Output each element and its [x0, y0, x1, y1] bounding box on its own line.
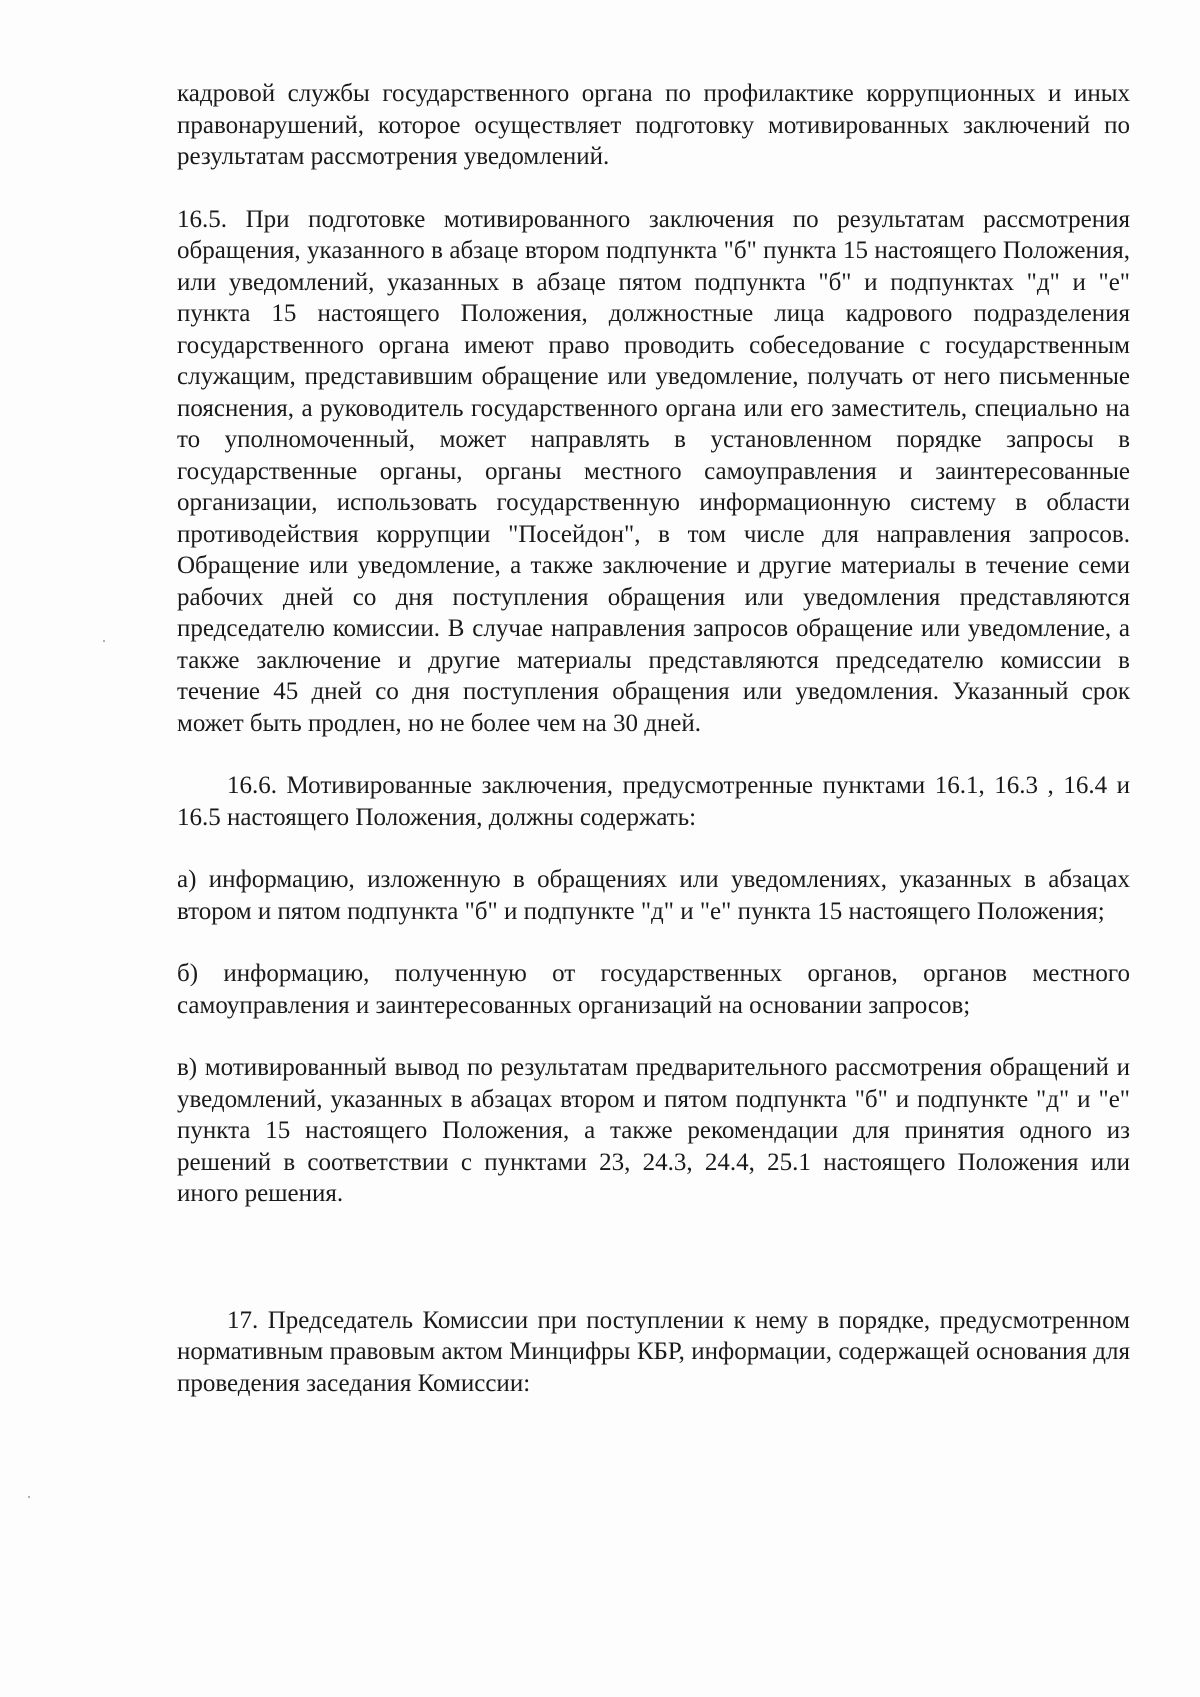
- paragraph-17: 17. Председатель Комиссии при поступлении к нему в порядке, предусмотренном нормативным правовым актом Минцифры КБР, информации, содержащей основания для проведения заседания Комиссии:: [177, 1306, 1130, 1397]
- scan-speck: [103, 640, 105, 642]
- paragraph-16-6: 16.6. Мотивированные заключения, предусмотренные пунктами 16.1, 16.3 , 16.4 и 16.5 настоящего Положения, должны содержать:: [177, 772, 1130, 831]
- paragraph-16-5: 16.5. При подготовке мотивированного заключения по результатам рассмотрения обращения, указанного в абзаце втором подпункта "б" пункта 15 настоящего Положения, или уведомлений, указанных в абзаце пятом подпункта "б" и подпунктах "д" и "е" пункта 15 настоящего Положения, должностные лица кадрового подразделения государственного органа имеют право проводить собеседование с государственным служащим, представившим обращение или уведомление, получать от него письменные пояснения, а руководитель государственного органа или его заместитель, специально на то уполномоченный, может направлять в установленном порядке запросы в государственные органы, органы местного самоуправления и заинтересованные организации, использовать государственную информационную систему в области противодействия коррупции "Посейдон", в том числе для направления запросов. Обращение или уведомление, а также заключение и другие материалы в течение семи рабочих дней со дня поступления обращения или уведомления представляются председателю комиссии. В случае направления запросов обращение или уведомление, а также заключение и другие материалы представляются председателю комиссии в течение 45 дней со дня поступления обращения или уведомления. Указанный срок может быть продлен, но не более чем на 30 дней.: [177, 205, 1130, 737]
- paragraph-16-6-v: в) мотивированный вывод по результатам предварительного рассмотрения обращений и уведомлений, указанных в абзацах втором и пятом подпункта "б" и подпункте "д" и "е" пункта 15 настоящего Положения, а также рекомендации для принятия одного из решений в соответствии с пунктами 23, 24.3, 24.4, 25.1 настоящего Положения или иного решения.: [177, 1054, 1130, 1207]
- paragraph-continuation: кадровой службы государственного органа по профилактике коррупционных и иных правонарушений, которое осуществляет подготовку мотивированных заключений по результатам рассмотрения уведомлений.: [177, 80, 1130, 170]
- paragraph-16-6-b: б) информацию, полученную от государственных органов, органов местного самоуправления и заинтересованных организаций на основании запросов;: [177, 960, 1130, 1019]
- scan-speck: [28, 1496, 30, 1498]
- document-body: [177, 78, 1130, 1399]
- paragraph-16-6-a: а) информацию, изложенную в обращениях или уведомлениях, указанных в абзацах втором и пятом подпункта "б" и подпункте "д" и "е" пункта 15 настоящего Положения;: [177, 866, 1130, 925]
